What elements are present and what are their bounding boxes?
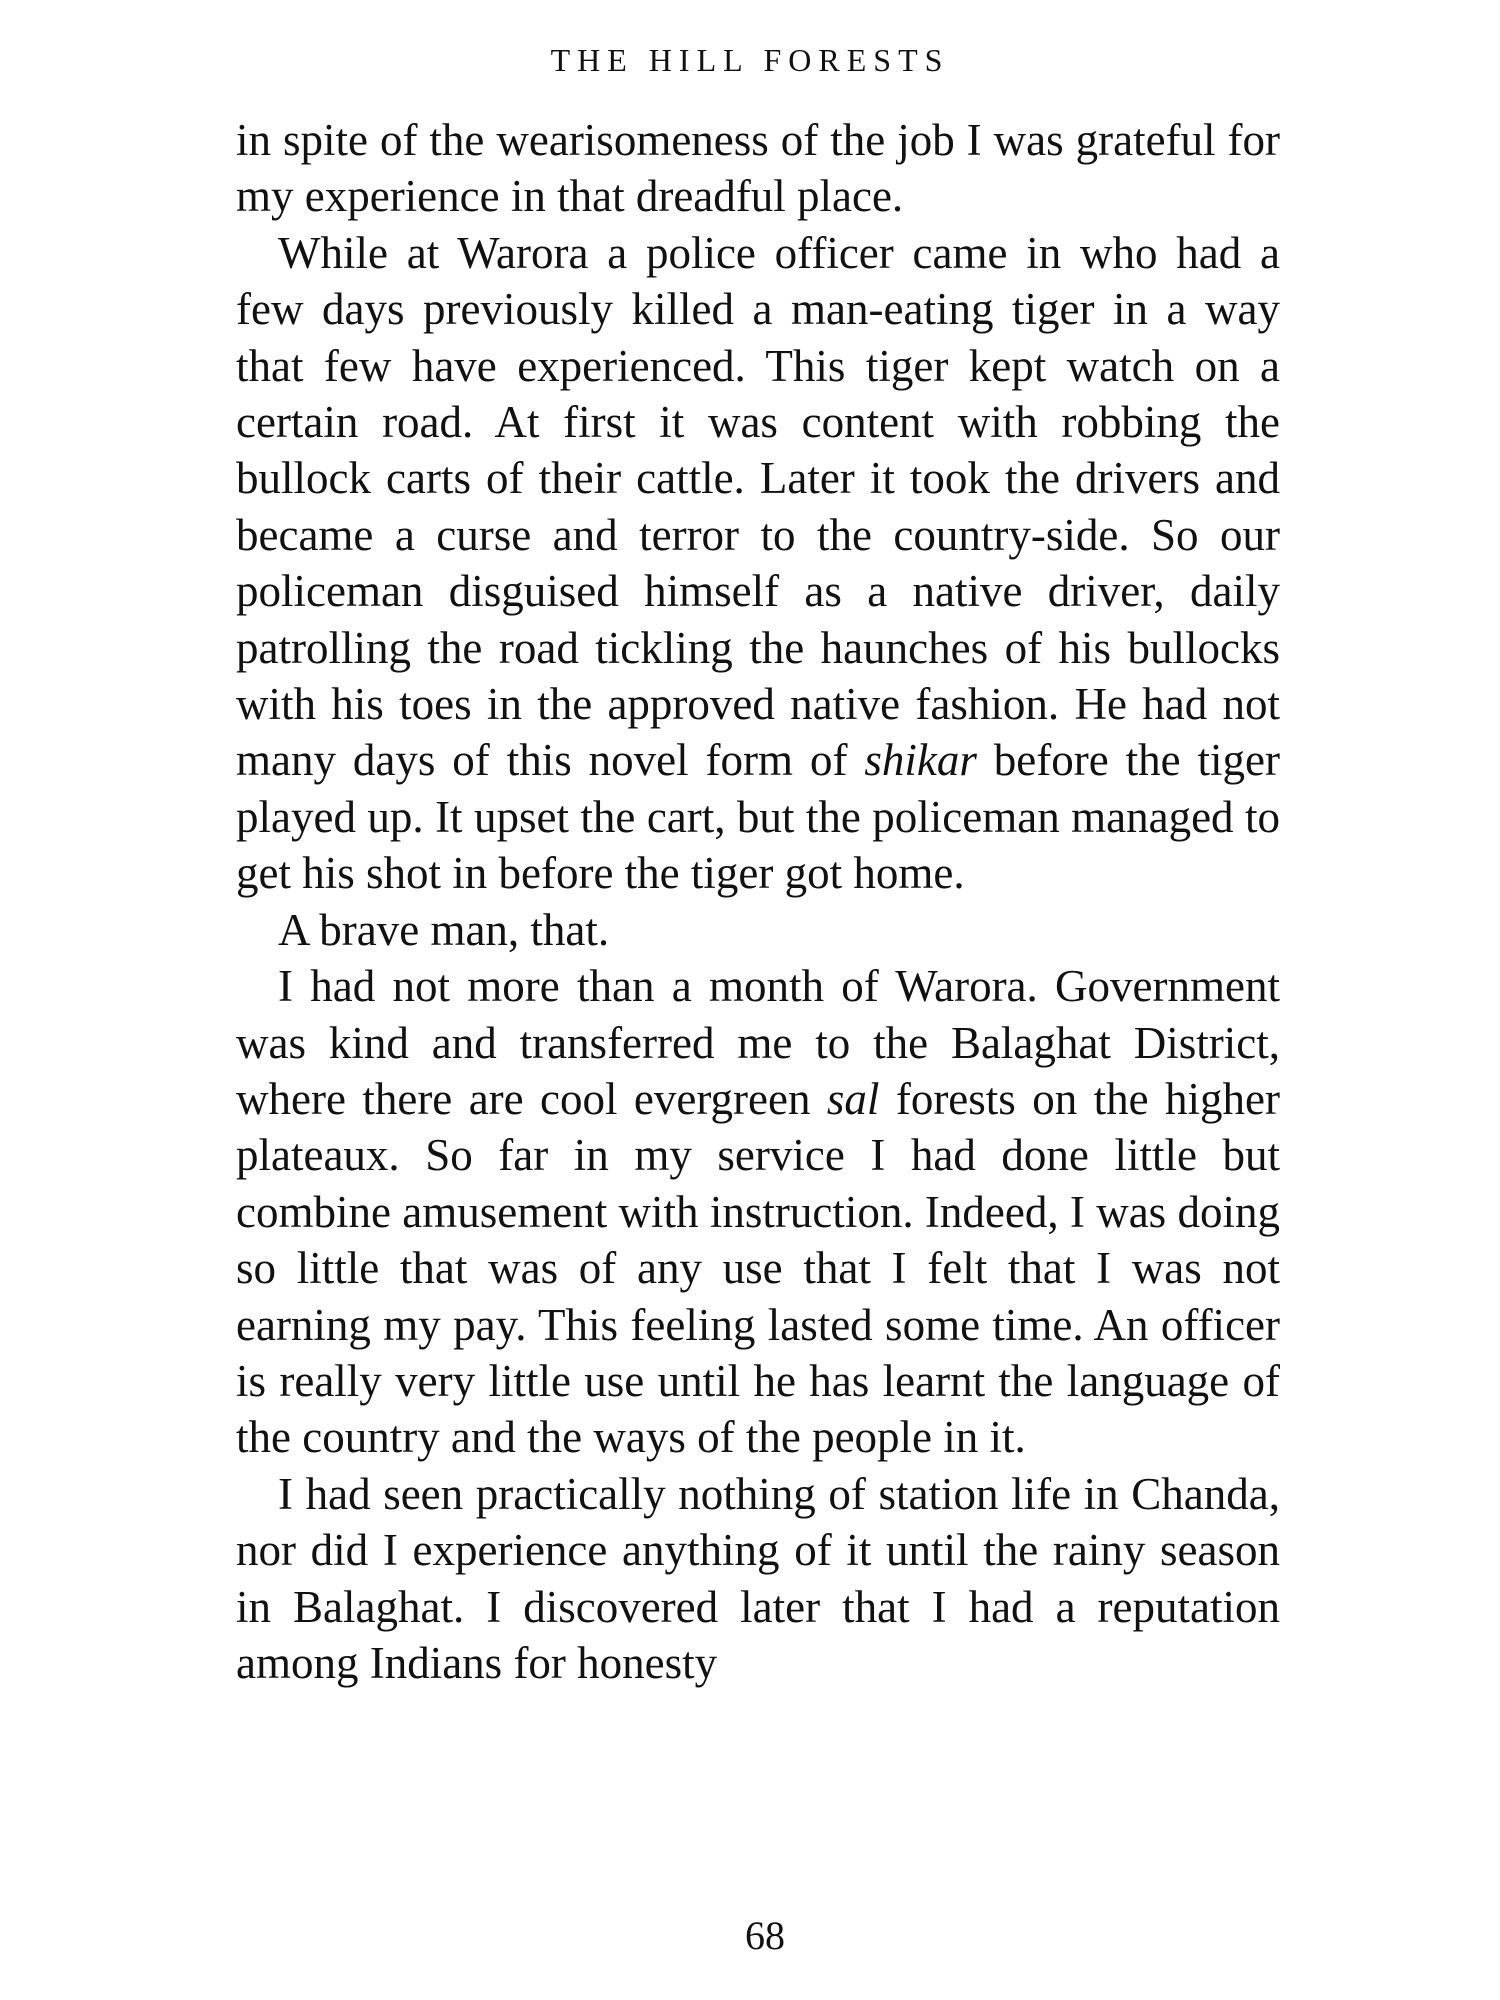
body-text [236, 112, 1280, 1691]
paragraph-2-text-b: before the tiger played up. It upset the cart, but the policeman managed to get his shot in before the tiger got home. [236, 735, 1281, 899]
paragraph-5: I had seen practically nothing of station life in Chanda, nor did I experience anything of it until the rainy season in Balaghat. I discovered later that I had a reputation among Indians for honesty [236, 1468, 1280, 1688]
paragraph-2-text-a: While at Warora a police officer came in who had a few days previously killed a man-eating tiger in a way that few have experienced. This tiger kept watch on a certain road. At first it was content with robbing the bullock carts of their cattle. Later it took the drivers and became a curse and terror to the country-side. So our policeman disguised himself as a native driver, daily patrolling the road tickling the haunches of his bullocks with his toes in the approved native fashion. He had not many days of this novel form of [236, 227, 1280, 786]
running-head: THE HILL FORESTS [550, 42, 950, 78]
italic-term-shikar: shikar [864, 735, 977, 786]
paragraph-1: in spite of the wearisomeness of the job I was grateful for my experience in that dreadful place. [236, 115, 1280, 222]
paragraph-4-text-b: forests on the higher plateaux. So far in my service I had done little but combine amusement with instruction. Indeed, I was doing so little that was of any use that I felt that I was not earning my pay. This feeling lasted some time. An officer is really very little use until he has learnt the language of the country and the ways of the people in it. [236, 1073, 1280, 1463]
page-number: 68 [745, 1913, 785, 1958]
paragraph-4-text-a: I had not more than a month of Warora. Government was kind and transferred me to the Balaghat District, where there are cool evergreen [236, 961, 1280, 1124]
paragraph-2 [236, 225, 1280, 902]
paragraph-3: A brave man, that. [278, 904, 610, 955]
italic-term-sal: sal [826, 1073, 880, 1124]
paragraph-4 [236, 958, 1280, 1466]
